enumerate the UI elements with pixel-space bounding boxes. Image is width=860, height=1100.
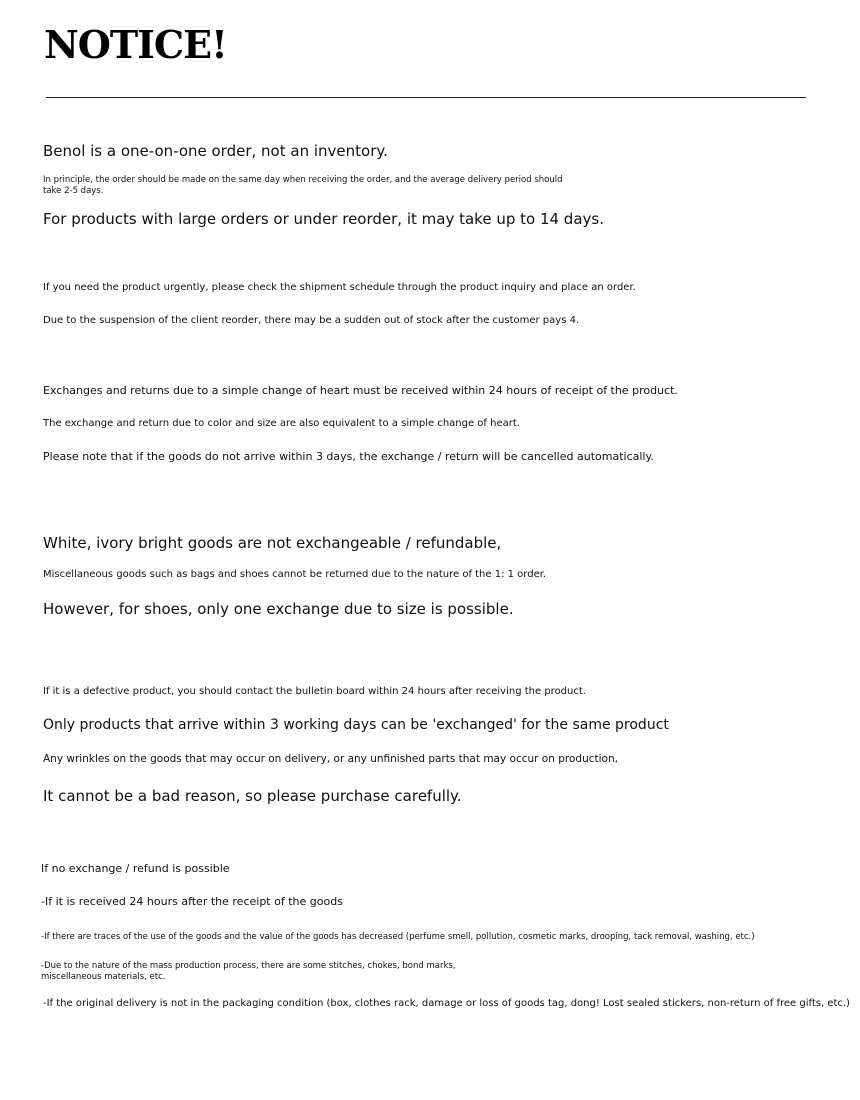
notice-line-shoes: However, for shoes, only one exchange due to size is possible. bbox=[43, 600, 514, 618]
notice-line-defective: If it is a defective product, you should contact the bulletin board within 24 hours after receiving the product. bbox=[43, 686, 586, 697]
notice-line-order-type: Benol is a one-on-one order, not an inventory. bbox=[43, 142, 388, 160]
notice-line-change-of-heart: Exchanges and returns due to a simple change of heart must be received within 24 hours of receipt of the product. bbox=[43, 384, 678, 397]
notice-line-out-of-stock: Due to the suspension of the client reorder, there may be a sudden out of stock after the customer pays 4. bbox=[43, 315, 580, 326]
notice-line-color-size: The exchange and return due to color and size are also equivalent to a simple change of heart. bbox=[43, 418, 520, 429]
notice-line-urgent: If you need the product urgently, please check the shipment schedule through the product inquiry and place an order. bbox=[43, 282, 636, 293]
notice-line-large-orders: For products with large orders or under reorder, it may take up to 14 days. bbox=[43, 210, 604, 228]
notice-line-mass-production: -Due to the nature of the mass production process, there are some stitches, chokes, bond marks, miscellaneous materials, etc. bbox=[41, 961, 456, 982]
notice-line-delivery-period: In principle, the order should be made on the same day when receiving the order, and the average delivery period should take 2-5 days. bbox=[43, 175, 563, 196]
notice-line-24-hours: -If it is received 24 hours after the receipt of the goods bbox=[41, 895, 343, 908]
notice-line-auto-cancel: Please note that if the goods do not arrive within 3 days, the exchange / return will be cancelled automatically. bbox=[43, 450, 654, 463]
title-divider bbox=[46, 97, 806, 98]
notice-line-wrinkles: Any wrinkles on the goods that may occur on delivery, or any unfinished parts that may occur on production, bbox=[43, 753, 618, 765]
notice-line-white-ivory: White, ivory bright goods are not exchangeable / refundable, bbox=[43, 534, 502, 552]
notice-line-exchange-window: Only products that arrive within 3 working days can be 'exchanged' for the same product bbox=[43, 717, 669, 733]
notice-line-traces-of-use: -If there are traces of the use of the goods and the value of the goods has decreased (perfume smell, pollution, cosmetic marks, drooping, tack removal, washing, etc.) bbox=[41, 932, 755, 942]
notice-line-misc-goods: Miscellaneous goods such as bags and shoes cannot be returned due to the nature of the 1: 1 order. bbox=[43, 569, 547, 580]
notice-section-no-refund: If no exchange / refund is possible bbox=[41, 862, 230, 875]
notice-line-purchase-carefully: It cannot be a bad reason, so please purchase carefully. bbox=[43, 787, 462, 805]
notice-line-packaging: -If the original delivery is not in the packaging condition (box, clothes rack, damage or loss of goods tag, dong! Lost sealed stickers, non-return of free gifts, etc.) bbox=[43, 998, 850, 1009]
page-title: NOTICE! bbox=[44, 22, 227, 67]
